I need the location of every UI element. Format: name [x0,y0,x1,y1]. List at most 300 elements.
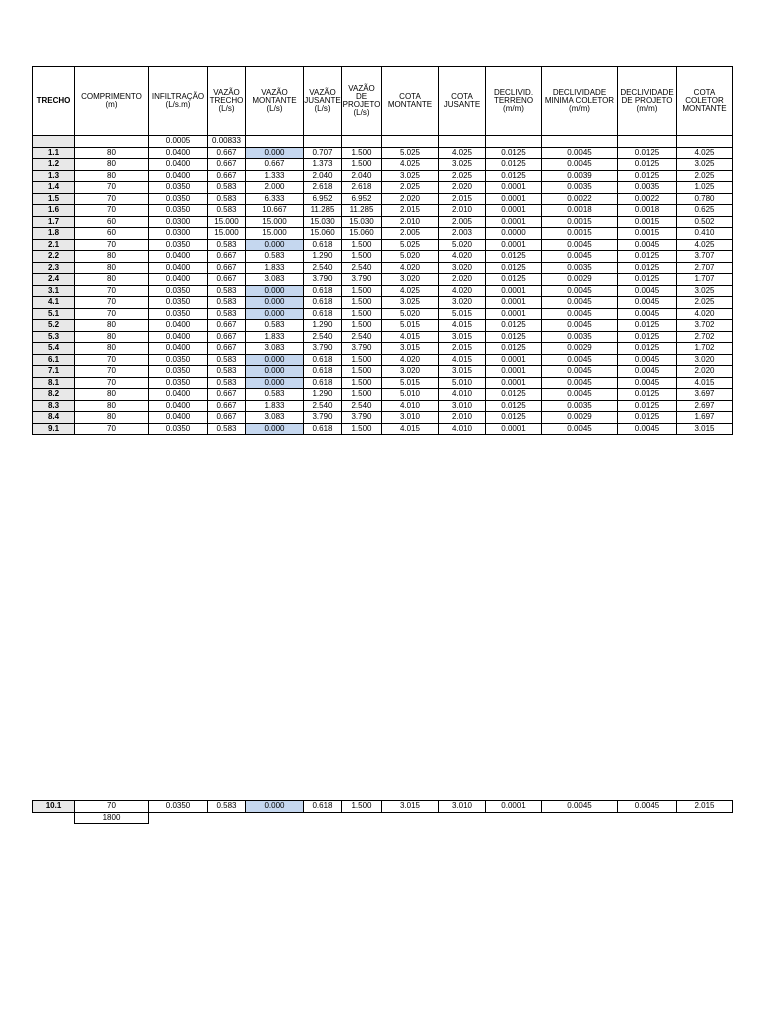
cell-declividade-projeto: 0.0045 [618,308,677,320]
cell-cota-jusante [439,136,486,148]
cell-comprimento: 80 [75,262,149,274]
header-vazao-projeto: VAZÃO DE PROJETO (L/s) [342,67,382,136]
cell-declividade-terreno: 0.0001 [486,182,542,194]
cell-vazao-jusante: 1.290 [304,320,342,332]
cell-vazao-trecho: 0.667 [208,147,246,159]
cell-infiltracao: 0.0005 [149,136,208,148]
table-row [33,366,733,378]
table-row [33,228,733,240]
cell-cota-jusante: 2.025 [439,170,486,182]
cell-vazao-montante: 15.000 [246,216,304,228]
table-row [33,262,733,274]
cell-declividade-terreno: 0.0125 [486,274,542,286]
cell-infiltracao: 0.0350 [149,308,208,320]
cell-declividade-minima: 0.0035 [542,400,618,412]
empty-cell [304,812,342,824]
table-row [33,285,733,297]
cell-cota-coletor-montante: 4.025 [677,239,733,251]
cell-infiltracao: 0.0300 [149,216,208,228]
cell-vazao-projeto: 1.500 [342,159,382,171]
table-row [33,239,733,251]
cell-declividade-projeto: 0.0045 [618,801,677,813]
table-row [33,297,733,309]
cell-cota-montante: 3.010 [382,412,439,424]
cell-trecho: 1.7 [33,216,75,228]
cell-declividade-minima: 0.0029 [542,412,618,424]
cell-comprimento: 70 [75,239,149,251]
cell-vazao-montante: 0.000 [246,308,304,320]
table-row [33,182,733,194]
cell-vazao-montante: 0.000 [246,354,304,366]
cell-vazao-trecho: 0.583 [208,297,246,309]
cell-cota-jusante: 3.020 [439,297,486,309]
cell-declividade-terreno: 0.0001 [486,205,542,217]
cell-trecho: 10.1 [33,801,75,813]
total-length-cell: 1800 [75,812,149,824]
cell-vazao-jusante: 2.540 [304,262,342,274]
cell-cota-coletor-montante: 0.502 [677,216,733,228]
cell-vazao-trecho: 0.667 [208,251,246,263]
header-cota-jusante: COTA JUSANTE [439,67,486,136]
cell-trecho: 7.1 [33,366,75,378]
cell-comprimento: 70 [75,182,149,194]
cell-cota-montante: 4.025 [382,159,439,171]
cell-cota-coletor-montante: 2.025 [677,297,733,309]
cell-infiltracao: 0.0400 [149,400,208,412]
cell-cota-jusante: 2.003 [439,228,486,240]
cell-vazao-jusante: 1.290 [304,251,342,263]
cell-trecho: 1.8 [33,228,75,240]
cell-infiltracao: 0.0350 [149,377,208,389]
cell-trecho: 1.6 [33,205,75,217]
header-row [33,67,733,136]
cell-vazao-projeto: 15.060 [342,228,382,240]
cell-vazao-jusante: 1.290 [304,389,342,401]
cell-trecho: 1.1 [33,147,75,159]
cell-declividade-terreno: 0.0001 [486,239,542,251]
cell-cota-jusante: 2.010 [439,412,486,424]
cell-infiltracao: 0.0400 [149,412,208,424]
cell-declividade-projeto: 0.0015 [618,216,677,228]
cell-trecho: 6.1 [33,354,75,366]
cell-cota-jusante: 4.020 [439,285,486,297]
cell-vazao-trecho: 0.667 [208,320,246,332]
cell-vazao-trecho: 0.667 [208,389,246,401]
header-declividade-terreno: DECLIVID. TERRENO (m/m) [486,67,542,136]
cell-cota-montante: 2.015 [382,205,439,217]
cell-comprimento: 80 [75,331,149,343]
cell-vazao-jusante: 11.285 [304,205,342,217]
cell-comprimento: 80 [75,320,149,332]
cell-declividade-terreno: 0.0001 [486,366,542,378]
cell-trecho [33,136,75,148]
cell-declividade-terreno: 0.0125 [486,147,542,159]
cell-vazao-montante: 0.000 [246,239,304,251]
cell-vazao-montante: 0.583 [246,251,304,263]
cell-cota-montante: 2.020 [382,193,439,205]
cell-cota-jusante: 2.005 [439,216,486,228]
cell-declividade-minima: 0.0045 [542,308,618,320]
cell-vazao-trecho: 0.667 [208,170,246,182]
cell-declividade-minima: 0.0029 [542,274,618,286]
cell-cota-coletor-montante: 1.707 [677,274,733,286]
cell-infiltracao: 0.0400 [149,251,208,263]
cell-trecho: 8.4 [33,412,75,424]
cell-cota-montante: 4.010 [382,400,439,412]
cell-vazao-trecho: 0.583 [208,423,246,435]
cell-vazao-projeto: 1.500 [342,285,382,297]
cell-declividade-minima: 0.0045 [542,354,618,366]
header-vazao-jusante: VAZÃO JUSANTE (L/s) [304,67,342,136]
cell-cota-jusante: 3.010 [439,801,486,813]
cell-declividade-projeto: 0.0125 [618,147,677,159]
cell-infiltracao: 0.0300 [149,228,208,240]
cell-vazao-montante: 1.833 [246,331,304,343]
cell-declividade-minima: 0.0045 [542,297,618,309]
cell-vazao-montante [246,136,304,148]
cell-comprimento: 70 [75,801,149,813]
cell-vazao-montante: 0.000 [246,147,304,159]
cell-declividade-terreno: 0.0125 [486,159,542,171]
cell-cota-jusante: 4.015 [439,354,486,366]
cell-cota-coletor-montante: 4.015 [677,377,733,389]
table-row [33,400,733,412]
cell-cota-jusante: 2.015 [439,343,486,355]
cell-infiltracao: 0.0350 [149,285,208,297]
cell-cota-montante: 5.025 [382,147,439,159]
cell-vazao-trecho: 0.583 [208,205,246,217]
cell-trecho: 2.2 [33,251,75,263]
cell-declividade-minima: 0.0015 [542,216,618,228]
cell-cota-coletor-montante: 0.410 [677,228,733,240]
cell-declividade-projeto: 0.0125 [618,274,677,286]
cell-vazao-montante: 2.000 [246,182,304,194]
cell-trecho: 9.1 [33,423,75,435]
cell-declividade-terreno: 0.0001 [486,423,542,435]
table-row [33,354,733,366]
cell-vazao-montante: 15.000 [246,228,304,240]
cell-vazao-trecho: 0.667 [208,400,246,412]
cell-vazao-trecho: 0.583 [208,377,246,389]
cell-vazao-projeto: 3.790 [342,343,382,355]
cell-vazao-jusante [304,136,342,148]
cell-vazao-projeto: 3.790 [342,412,382,424]
cell-vazao-montante: 0.000 [246,377,304,389]
cell-cota-coletor-montante: 2.015 [677,801,733,813]
cell-vazao-montante: 3.083 [246,343,304,355]
empty-cell [486,812,542,824]
cell-comprimento: 70 [75,297,149,309]
cell-declividade-minima: 0.0045 [542,366,618,378]
table-row [33,193,733,205]
cell-vazao-projeto: 3.790 [342,274,382,286]
cell-trecho: 5.4 [33,343,75,355]
cell-vazao-projeto: 6.952 [342,193,382,205]
cell-declividade-projeto: 0.0125 [618,159,677,171]
cell-vazao-projeto: 2.540 [342,400,382,412]
cell-cota-montante: 4.015 [382,331,439,343]
cell-vazao-jusante: 2.540 [304,331,342,343]
cell-cota-montante: 3.020 [382,366,439,378]
cell-cota-montante: 3.015 [382,343,439,355]
table-row [33,377,733,389]
cell-vazao-montante: 1.833 [246,262,304,274]
cell-vazao-trecho: 0.667 [208,412,246,424]
cell-declividade-minima: 0.0022 [542,193,618,205]
cell-infiltracao: 0.0350 [149,193,208,205]
header-cota-coletor-montante: COTA COLETOR MONTANTE [677,67,733,136]
cell-declividade-minima: 0.0045 [542,801,618,813]
header-cota-montante: COTA MONTANTE [382,67,439,136]
cell-infiltracao: 0.0350 [149,182,208,194]
cell-declividade-terreno: 0.0125 [486,251,542,263]
cell-infiltracao: 0.0350 [149,354,208,366]
cell-vazao-trecho: 0.583 [208,366,246,378]
cell-declividade-projeto: 0.0015 [618,228,677,240]
cell-comprimento: 80 [75,159,149,171]
cell-declividade-projeto: 0.0045 [618,297,677,309]
cell-cota-jusante: 4.020 [439,251,486,263]
cell-trecho: 2.1 [33,239,75,251]
cell-comprimento: 70 [75,354,149,366]
cell-declividade-minima: 0.0018 [542,205,618,217]
cell-declividade-minima: 0.0045 [542,147,618,159]
cell-comprimento: 60 [75,228,149,240]
cell-trecho: 5.3 [33,331,75,343]
cell-declividade-projeto: 0.0125 [618,412,677,424]
cell-vazao-trecho: 0.583 [208,193,246,205]
cell-cota-montante: 3.020 [382,274,439,286]
cell-vazao-jusante: 0.618 [304,354,342,366]
cell-declividade-minima: 0.0035 [542,182,618,194]
cell-cota-montante: 3.025 [382,170,439,182]
cell-trecho: 3.1 [33,285,75,297]
empty-cell [382,812,439,824]
cell-vazao-jusante: 2.040 [304,170,342,182]
cell-declividade-terreno: 0.0125 [486,343,542,355]
cell-cota-coletor-montante: 3.025 [677,285,733,297]
cell-vazao-montante: 1.833 [246,400,304,412]
cell-trecho: 4.1 [33,297,75,309]
cell-comprimento: 80 [75,389,149,401]
cell-cota-montante: 2.005 [382,228,439,240]
cell-infiltracao: 0.0400 [149,147,208,159]
cell-declividade-projeto: 0.0045 [618,377,677,389]
cell-declividade-projeto: 0.0125 [618,343,677,355]
cell-vazao-jusante: 0.618 [304,308,342,320]
cell-vazao-jusante: 0.618 [304,801,342,813]
cell-comprimento: 80 [75,412,149,424]
bottom-table [32,800,733,824]
cell-declividade-terreno: 0.0125 [486,170,542,182]
cell-cota-montante [382,136,439,148]
cell-vazao-jusante: 0.618 [304,423,342,435]
cell-vazao-trecho: 0.583 [208,354,246,366]
coefficient-row [33,136,733,148]
empty-cell [342,812,382,824]
header-infiltracao: INFILTRAÇÃO (L/s.m) [149,67,208,136]
cell-declividade-terreno: 0.0125 [486,400,542,412]
cell-declividade-terreno: 0.0001 [486,193,542,205]
table-row [33,170,733,182]
cell-vazao-montante: 0.583 [246,389,304,401]
cell-cota-jusante: 5.020 [439,239,486,251]
cell-cota-coletor-montante: 2.702 [677,331,733,343]
cell-vazao-trecho: 0.667 [208,262,246,274]
cell-declividade-projeto: 0.0045 [618,239,677,251]
cell-vazao-projeto: 1.500 [342,354,382,366]
cell-declividade-terreno: 0.0001 [486,285,542,297]
cell-infiltracao: 0.0400 [149,274,208,286]
cell-declividade-terreno: 0.0125 [486,320,542,332]
table-row [33,308,733,320]
cell-infiltracao: 0.0400 [149,170,208,182]
cell-cota-montante: 4.020 [382,354,439,366]
cell-vazao-jusante: 6.952 [304,193,342,205]
cell-cota-coletor-montante: 2.697 [677,400,733,412]
cell-vazao-projeto [342,136,382,148]
table-row [33,423,733,435]
cell-declividade-projeto: 0.0125 [618,251,677,263]
cell-cota-coletor-montante: 4.025 [677,147,733,159]
cell-vazao-projeto: 2.040 [342,170,382,182]
cell-vazao-trecho: 0.667 [208,159,246,171]
cell-cota-coletor-montante: 3.697 [677,389,733,401]
cell-declividade-projeto [618,136,677,148]
table-row [33,412,733,424]
cell-declividade-minima [542,136,618,148]
cell-cota-coletor-montante: 0.780 [677,193,733,205]
cell-vazao-projeto: 1.500 [342,389,382,401]
cell-cota-coletor-montante: 3.015 [677,423,733,435]
cell-cota-montante: 4.015 [382,423,439,435]
cell-infiltracao: 0.0400 [149,320,208,332]
cell-vazao-jusante: 2.540 [304,400,342,412]
cell-cota-coletor-montante: 2.020 [677,366,733,378]
table-row [33,159,733,171]
cell-comprimento: 80 [75,343,149,355]
cell-comprimento: 70 [75,366,149,378]
cell-vazao-montante: 0.000 [246,423,304,435]
cell-declividade-minima: 0.0035 [542,331,618,343]
table-row [33,251,733,263]
cell-vazao-montante: 1.333 [246,170,304,182]
cell-declividade-projeto: 0.0125 [618,170,677,182]
cell-declividade-terreno: 0.0125 [486,412,542,424]
cell-vazao-jusante: 0.618 [304,377,342,389]
table-row [33,205,733,217]
empty-cell [542,812,618,824]
cell-declividade-projeto: 0.0045 [618,285,677,297]
header-declividade-minima: DECLIVIDADE MINIMA COLETOR (m/m) [542,67,618,136]
cell-cota-jusante: 2.020 [439,182,486,194]
cell-comprimento: 70 [75,205,149,217]
cell-comprimento: 60 [75,216,149,228]
cell-declividade-projeto: 0.0018 [618,205,677,217]
cell-comprimento: 70 [75,423,149,435]
cell-cota-montante: 3.015 [382,801,439,813]
cell-vazao-trecho: 0.583 [208,182,246,194]
cell-cota-jusante: 5.015 [439,308,486,320]
cell-trecho: 1.4 [33,182,75,194]
cell-cota-coletor-montante [677,136,733,148]
cell-vazao-trecho: 0.583 [208,285,246,297]
cell-vazao-jusante: 0.707 [304,147,342,159]
cell-vazao-projeto: 2.618 [342,182,382,194]
cell-vazao-projeto: 1.500 [342,366,382,378]
cell-vazao-montante: 6.333 [246,193,304,205]
cell-trecho: 8.3 [33,400,75,412]
cell-vazao-jusante: 0.618 [304,285,342,297]
table-row [33,331,733,343]
cell-vazao-projeto: 2.540 [342,262,382,274]
cell-declividade-projeto: 0.0125 [618,331,677,343]
cell-vazao-montante: 0.667 [246,159,304,171]
cell-cota-coletor-montante: 3.025 [677,159,733,171]
cell-cota-jusante: 3.010 [439,400,486,412]
cell-declividade-minima: 0.0045 [542,159,618,171]
cell-cota-montante: 5.015 [382,377,439,389]
cell-vazao-montante: 0.583 [246,320,304,332]
cell-cota-coletor-montante: 3.020 [677,354,733,366]
cell-vazao-jusante: 2.618 [304,182,342,194]
cell-cota-montante: 5.020 [382,251,439,263]
cell-vazao-trecho: 0.667 [208,343,246,355]
cell-comprimento: 80 [75,251,149,263]
cell-vazao-projeto: 2.540 [342,331,382,343]
header-declividade-projeto: DECLIVIDADE DE PROJETO (m/m) [618,67,677,136]
empty-cell [618,812,677,824]
empty-cell [208,812,246,824]
cell-cota-jusante: 2.010 [439,205,486,217]
cell-trecho: 5.1 [33,308,75,320]
cell-infiltracao: 0.0400 [149,389,208,401]
cell-declividade-projeto: 0.0045 [618,366,677,378]
cell-cota-montante: 2.010 [382,216,439,228]
cell-trecho: 5.2 [33,320,75,332]
cell-vazao-projeto: 1.500 [342,297,382,309]
cell-cota-montante: 5.025 [382,239,439,251]
cell-vazao-jusante: 0.618 [304,239,342,251]
cell-vazao-montante: 0.000 [246,297,304,309]
cell-trecho: 1.3 [33,170,75,182]
cell-cota-jusante: 3.025 [439,159,486,171]
table-row [33,343,733,355]
cell-infiltracao: 0.0350 [149,801,208,813]
cell-vazao-montante: 3.083 [246,274,304,286]
cell-vazao-projeto: 1.500 [342,239,382,251]
cell-declividade-terreno: 0.0001 [486,308,542,320]
cell-cota-montante: 4.025 [382,285,439,297]
cell-declividade-projeto: 0.0125 [618,262,677,274]
empty-cell [149,812,208,824]
cell-declividade-minima: 0.0045 [542,285,618,297]
cell-declividade-terreno: 0.0001 [486,801,542,813]
cell-declividade-minima: 0.0045 [542,377,618,389]
cell-cota-coletor-montante: 1.697 [677,412,733,424]
header-vazao-montante: VAZÃO MONTANTE (L/s) [246,67,304,136]
cell-comprimento: 70 [75,193,149,205]
cell-vazao-montante: 0.000 [246,366,304,378]
cell-cota-jusante: 2.015 [439,193,486,205]
cell-declividade-minima: 0.0045 [542,239,618,251]
cell-declividade-projeto: 0.0125 [618,400,677,412]
cell-comprimento: 70 [75,285,149,297]
cell-comprimento: 80 [75,170,149,182]
cell-cota-jusante: 2.020 [439,274,486,286]
table-row [33,216,733,228]
cell-cota-coletor-montante: 3.707 [677,251,733,263]
